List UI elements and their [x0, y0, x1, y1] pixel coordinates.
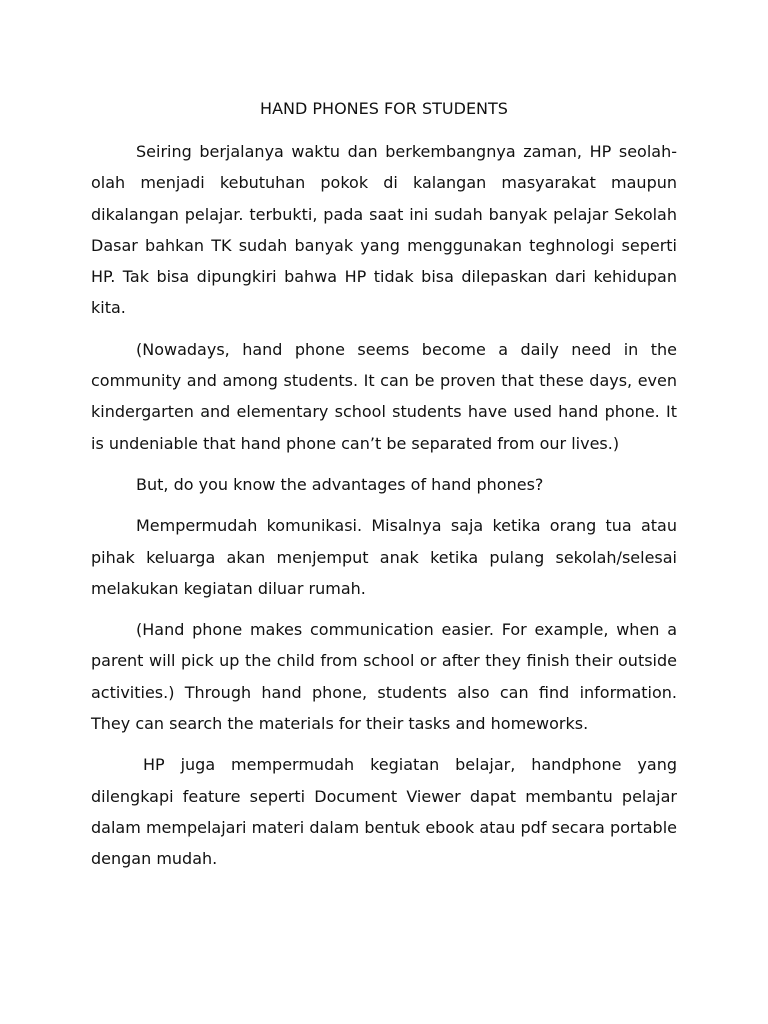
document-title: HAND PHONES FOR STUDENTS	[260, 99, 508, 118]
paragraph-2: (Nowadays, hand phone seems become a daily need in the community and among students. It can be proven that these days, even kindergarten and elementary school students have used hand phone. It is undeniable that hand phone can’t be separated from our lives.)	[91, 339, 677, 453]
paragraph-5: (Hand phone makes communication easier. For example, when a parent will pick up the child from school or after they finish their outside activities.) Through hand phone, students also can find information. They can search the materials for their tasks and homeworks.	[91, 620, 677, 734]
paragraph-1: Seiring berjalanya waktu dan berkembangnya zaman, HP seolah-olah menjadi kebutuhan pokok di kalangan masyarakat maupun dikalangan pelajar. terbukti, pada saat ini sudah banyak pelajar Sekolah Dasar bahkan TK sudah banyak yang menggunakan teghnologi seperti HP. Tak bisa dipungkiri bahwa HP tidak bisa dilepaskan dari kehidupan kita.	[91, 142, 677, 318]
document-body	[91, 136, 677, 885]
paragraph-4: Mempermudah komunikasi. Misalnya saja ketika orang tua atau pihak keluarga akan menjemput anak ketika pulang sekolah/selesai melakukan kegiatan diluar rumah.	[91, 516, 677, 598]
paragraph-6: HP juga mempermudah kegiatan belajar, handphone yang dilengkapi feature seperti Document Viewer dapat membantu pelajar dalam mempelajari materi dalam bentuk ebook atau pdf secara portable dengan mudah.	[91, 755, 677, 869]
paragraph-3: But, do you know the advantages of hand phones?	[136, 474, 544, 494]
